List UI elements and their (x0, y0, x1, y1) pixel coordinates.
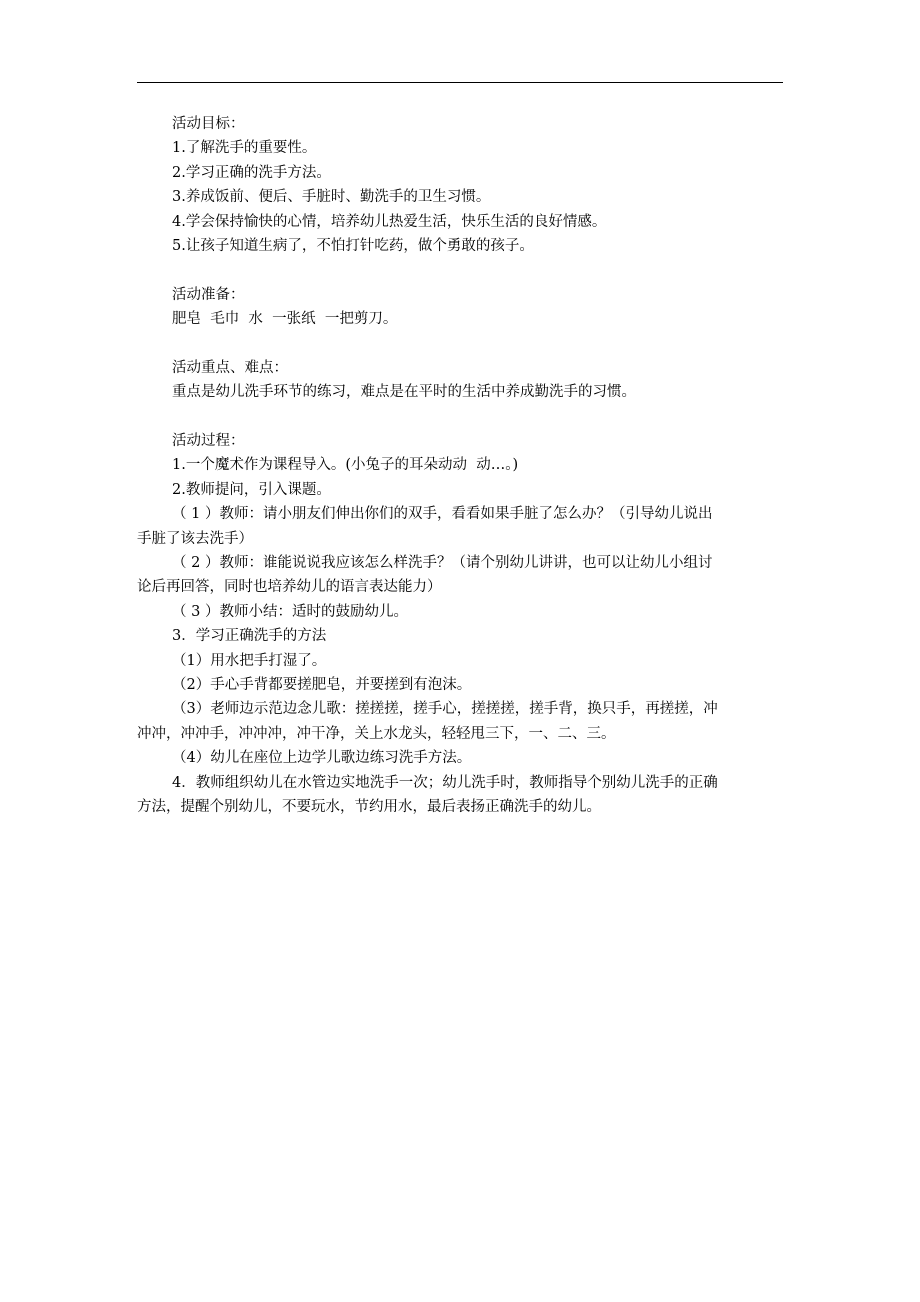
process-step-4-cont: 方法，提醒个别幼儿，不要玩水，节约用水，最后表扬正确洗手的幼儿。 (137, 798, 601, 815)
section-gap (137, 405, 787, 429)
process-step-3-1: （1）用水把手打湿了。 (172, 652, 327, 669)
process-step-2-2-cont: 论后再回答，同时也培养幼儿的语言表达能力） (137, 579, 442, 596)
process-step-3-3: （3）老师边示范边念儿歌：搓搓搓，搓手心，搓搓搓，搓手背，换只手，再搓搓，冲 (172, 701, 718, 718)
goal-item: 4.学会保持愉快的心情，培养幼儿热爱生活，快乐生活的良好情感。 (172, 213, 607, 230)
preparation-heading: 活动准备： (172, 286, 245, 303)
process-step-2-3: （ 3 ）教师小结：适时的鼓励幼儿。 (172, 603, 408, 620)
process-step-3-3-cont: 冲冲，冲冲手，冲冲冲，冲干净，关上水龙头，轻轻甩三下，一、二、三。 (137, 725, 616, 742)
process-step-2-1: （ 1 ）教师：请小朋友们伸出你们的双手，看看如果手脏了怎么办？（引导幼儿说出 (172, 506, 713, 523)
process-step-2-2: （ 2 ）教师：谁能说说我应该怎么样洗手？（请个别幼儿讲讲，也可以让幼儿小组讨 (172, 555, 713, 572)
document-body (137, 112, 787, 819)
section-gap (137, 332, 787, 356)
process-heading: 活动过程： (172, 433, 245, 450)
process-step-3: 3．学习正确洗手的方法 (172, 628, 327, 645)
key-points-heading: 活动重点、难点： (172, 359, 288, 376)
goal-item: 3.养成饭前、便后、手脏时、勤洗手的卫生习惯。 (172, 189, 491, 206)
process-step-4: 4．教师组织幼儿在水管边实地洗手一次；幼儿洗手时，教师指导个别幼儿洗手的正确 (172, 774, 718, 791)
section-gap (137, 258, 787, 282)
goal-item: 5.让孩子知道生病了，不怕打针吃药，做个勇敢的孩子。 (172, 237, 534, 254)
process-step-2-1-cont: 手脏了该去洗手） (137, 530, 253, 547)
process-step-3-2: （2）手心手背都要搓肥皂，并要搓到有泡沫。 (172, 676, 472, 693)
goal-item: 2.学习正确的洗手方法。 (172, 164, 331, 181)
goal-item: 1.了解洗手的重要性。 (172, 140, 317, 157)
header-rule (137, 82, 783, 83)
goals-heading: 活动目标： (172, 116, 245, 132)
key-points-text: 重点是幼儿洗手环节的练习，难点是在平时的生活中养成勤洗手的习惯。 (172, 384, 636, 401)
process-step-1: 1.一个魔术作为课程导入。(小兔子的耳朵动动 动…。) (172, 457, 519, 474)
process-step-2: 2.教师提问，引入课题。 (172, 481, 331, 498)
process-step-3-4: （4）幼儿在座位上边学儿歌边练习洗手方法。 (172, 750, 472, 767)
preparation-text: 肥皂 毛巾 水 一张纸 一把剪刀。 (172, 311, 398, 328)
